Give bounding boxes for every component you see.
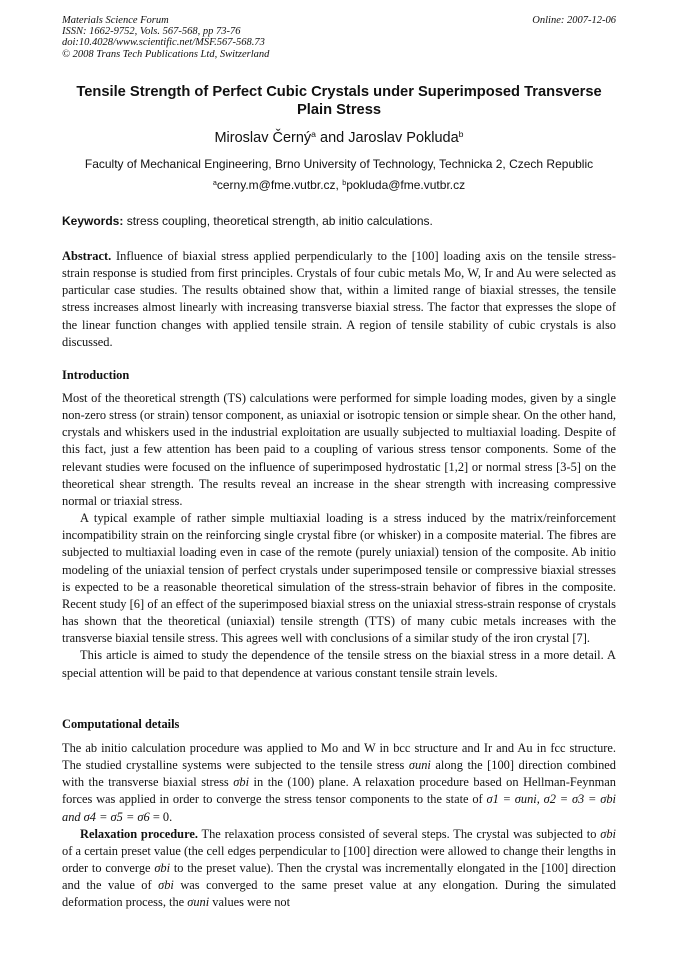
intro-paragraph-2: A typical example of rather simple multiaxial loading is a stress induced by the matrix/reinforcement incompatibility strain on the reinforcing single crystal fibre (or whisker) in a composite material. The fibres are subjected to multiaxial loading even in case of the remote (purely uniaxial) tension of the composite. Ab initio modeling of the uniaxial tension of perfect crystals under superimposed tensile or compressive biaxial stresses is expected to be a reasonable theoretical simulation of the stress-strain behavior of fibres in the composite. Recent study [6] of an effect of the superimposed biaxial stress on the uniaxial stress-strain response of crystals has shown that the theoretical (uniaxial) tensile strength (TTS) of many cubic metals increases with the transverse biaxial tensile stress. This agrees well with conclusions of a similar study of the iron crystal [7]. — [62, 511, 616, 646]
computational-heading: Computational details — [62, 717, 180, 731]
abstract-text: Influence of biaxial stress applied perpendicularly to the [100] loading axis on the tensile stress-strain response is studied from first principles. Crystals of four cubic metals Mo, W, Ir and Au were selected as particular case studies. The results obtained show that, within a limited range of biaxial stresses, the tensile stress increases almost linearly with increasing transverse biaxial stress. The factor that expresses the slope of the linear function changes with applied tensile strain. A region of tensile stability of cubic crystals is also discussed. — [62, 249, 616, 349]
sigma-bi-symbol: σbi — [158, 878, 174, 893]
keywords — [62, 214, 616, 228]
sigma-uni-symbol: σuni — [408, 758, 431, 773]
email-line — [62, 178, 616, 192]
copyright-line: © 2008 Trans Tech Publications Ltd, Switzerland — [62, 48, 270, 60]
comp-paragraph-2: Relaxation procedure. The relaxation process consisted of several steps. The crystal was subjected to σbi of a certain preset value (the cell edges perpendicular to [100] direction were allowed to change their lengths in order to converge σbi to the preset value). Then the crystal was incrementally elongated in the [100] direction and the value of σbi was converged to the same preset value at any elongation. During the simulated deformation process, the σuni values were not — [62, 826, 616, 910]
sigma-bi-symbol: σbi — [233, 775, 250, 790]
journal-header — [62, 15, 616, 60]
email-b: pokluda@fme.vutbr.cz — [346, 178, 466, 192]
issn-line: ISSN: 1662-9752, Vols. 567-568, pp 73-76 — [62, 26, 241, 38]
abstract — [62, 248, 616, 351]
author-line — [62, 130, 616, 146]
online-date: Online: 2007-12-06 — [532, 15, 616, 26]
sigma-uni-symbol: σuni — [187, 895, 210, 910]
paper-title: Tensile Strength of Perfect Cubic Crystals under Superimposed Transverse Plain Stress — [76, 84, 602, 118]
email-a: cerny.m@fme.vutbr.cz, — [216, 178, 343, 192]
author-second: Jaroslav Pokluda — [348, 130, 459, 146]
author-first-sup: a — [311, 129, 316, 140]
sigma-bi-symbol: σbi — [154, 861, 171, 876]
author-and: and — [316, 130, 349, 146]
stress-state: σ1 = σuni, σ2 = σ3 = σbi and σ4 = σ5 = σ6 — [62, 792, 616, 824]
author-first: Miroslav Černý — [214, 130, 312, 146]
keywords-text: stress coupling, theoretical strength, ab initio calculations. — [123, 214, 433, 228]
author-second-sup: b — [458, 129, 464, 140]
email-a-sup: a — [212, 178, 217, 188]
relaxation-label: Relaxation procedure. — [80, 826, 198, 841]
computational-body — [62, 740, 616, 912]
keywords-label: Keywords: — [62, 214, 124, 228]
comp-paragraph-1: The ab initio calculation procedure was applied to Mo and W in bcc structure and Ir and Au in fcc structure. The studied crystalline systems were subjected to the tensile stress σuni along the [100] direction combined with the transverse biaxial stress σbi in the (100) plane. A relaxation procedure based on Hellman-Feynman forces was applied in order to converge the stress tensor components to the state of σ1 = σuni, σ2 = σ3 = σbi and σ4 = σ5 = σ6 = 0. — [62, 741, 616, 824]
intro-paragraph-3: This article is aimed to study the dependence of the tensile stress on the biaxial stress in a more detail. A special attention will be paid to that dependence at various constant tensile strain levels. — [62, 648, 616, 680]
intro-paragraph-1: Most of the theoretical strength (TS) calculations were performed for simple loading modes, given by a single non-zero stress (or strain) tensor component, as uniaxial or isotropic tension or simple shear. On the other hand, crystals and whiskers used in the industrial exploitation are usually subjected to multiaxial loading. Despite of this fact, just a few attention has been paid to a coupling of various stress tensor components. Some of the relevant studies were focused on the influence of superimposed hydrostatic [1,2] or normal stress [3-5] on the theoretical shear strength. The results reveal an increase in the shear strength with increasing compressive normal or triaxial stress. — [62, 391, 616, 508]
abstract-label: Abstract. — [62, 249, 112, 263]
introduction-heading: Introduction — [62, 368, 130, 382]
email-b-sup: b — [342, 178, 347, 188]
journal-name: Materials Science Forum — [62, 15, 169, 26]
introduction-body — [62, 390, 616, 682]
affiliation: Faculty of Mechanical Engineering, Brno University of Technology, Technicka 2, Czech Republic — [84, 157, 594, 171]
doi-line: doi:10.4028/www.scientific.net/MSF.567-568.73 — [62, 37, 265, 49]
sigma-bi-symbol: σbi — [600, 826, 616, 841]
